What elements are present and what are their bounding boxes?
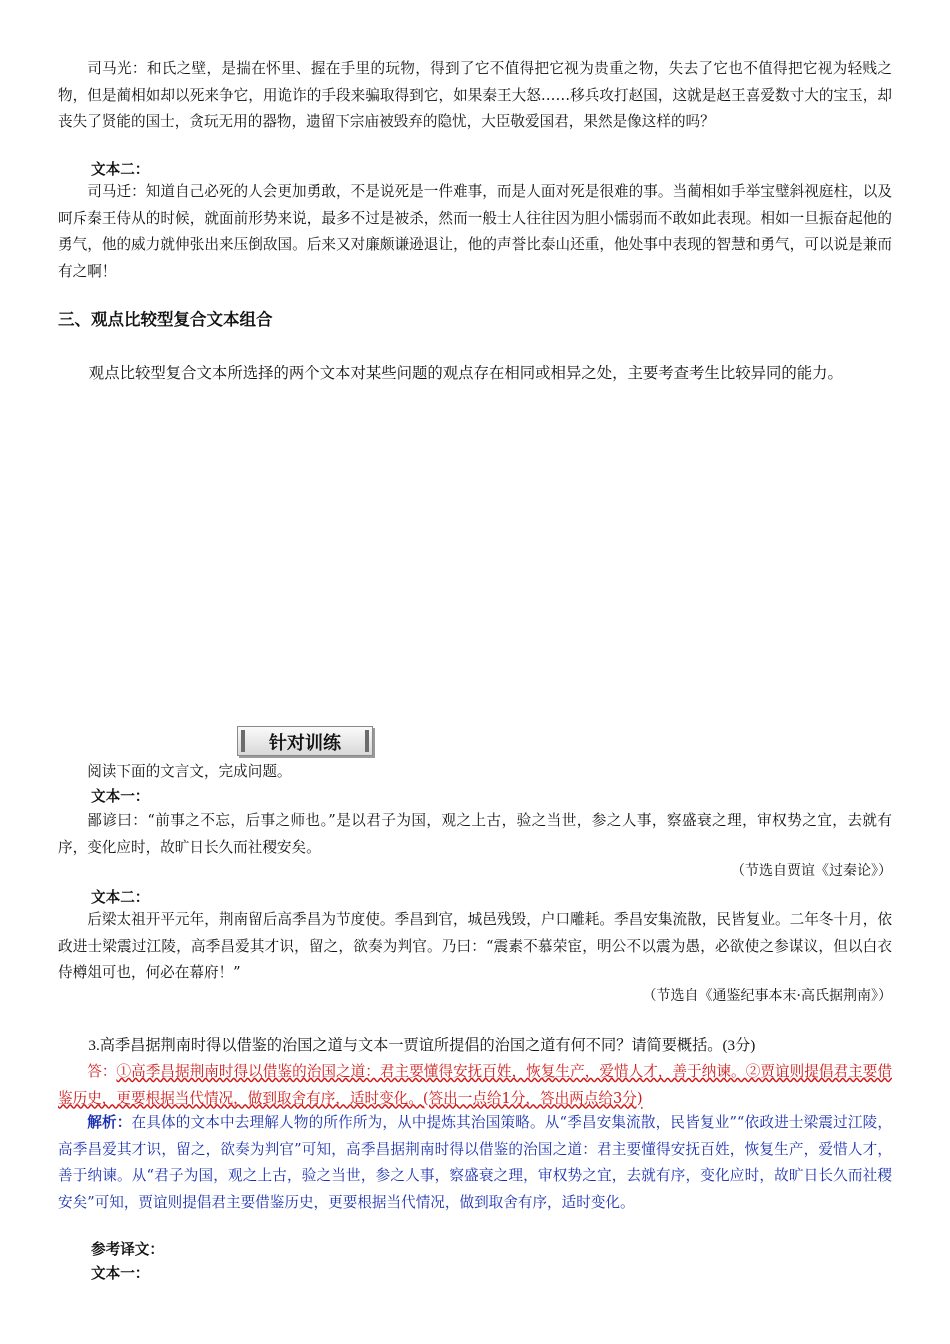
text2-label-top: 文本二： xyxy=(91,161,150,178)
analysis-block xyxy=(58,1110,892,1216)
text2-passage: 后梁太祖开平元年，荆南留后高季昌为节度使。季昌到官，城邑残毁，户口雕耗。季昌安集流散，民皆复业。二年冬十月，依政进士梁震过江陵，高季昌爱其才识，留之，欲奏为判官。乃曰：“震素不慕荣宦，明公不以震为愚，必欲使之参谋议，但以白衣侍樽俎可也，何必在幕府！” xyxy=(58,911,892,981)
question-text: 3.高季昌据荆南时得以借鉴的治国之道与文本一贾谊所提倡的治国之道有何不同？请简要概括。(3分) xyxy=(88,1037,756,1054)
text1-label: 文本一： xyxy=(91,788,150,805)
analysis-label: 解析： xyxy=(87,1114,132,1131)
training-banner xyxy=(237,726,373,756)
simaguang-paragraph: 司马光：和氏之壁，是揣在怀里、握在手里的玩物，得到了它不值得把它视为贵重之物，失去了它也不值得把它视为轻贱之物，但是蔺相如却以死来争它，用诡诈的手段来骗取得到它，如果秦王大怒……移兵攻打赵国，这就是赵王喜爱数寸大的宝玉，却丧失了贤能的国士，贪玩无用的器物，遗留下宗庙被毁弃的隐忧，大臣敬爱国君，果然是像这样的吗？ xyxy=(58,60,892,130)
section3-heading: 三、观点比较型复合文本组合 xyxy=(58,310,273,329)
answer-body: ①高季昌据荆南时得以借鉴的治国之道：君主要懂得安抚百姓，恢复生产，爱惜人才，善于纳谏。②贾谊则提倡君主要借鉴历史，更要根据当代情况，做到取舍有序，适时变化。 xyxy=(58,1063,892,1107)
translation-label: 参考译文： xyxy=(91,1241,164,1258)
translation-text1-label: 文本一： xyxy=(91,1265,150,1282)
text2-label: 文本二： xyxy=(91,889,150,906)
simaqian-paragraph: 司马迁：知道自己必死的人会更加勇敢，不是说死是一件难事，而是人面对死是很难的事。当蔺相如手举宝璧斜视庭柱，以及呵斥秦王侍从的时候，就面前形势来说，最多不过是被杀，然而一般士人往往因为胆小懦弱而不敢如此表现。相如一旦振奋起他的勇气，他的威力就伸张出来压倒敌国。后来又对廉颇谦逊退让，他的声誉比泰山还重，他处事中表现的智慧和勇气，可以说是兼而有之啊！ xyxy=(58,183,892,280)
answer-note: (答出一点给1分，答出两点给3分) xyxy=(422,1089,643,1107)
answer-block xyxy=(58,1059,892,1112)
analysis-body: 在具体的文本中去理解人物的所作所为，从中提炼其治国策略。从“季昌安集流散，民皆复业”“依政进士梁震过江陵，高季昌爱其才识，留之，欲奏为判官”可知，高季昌据荆南时得以借鉴的治国之道：君主要懂得安抚百姓，恢复生产，爱惜人才，善于纳谏。从“君子为国，观之上古，验之当世，参之人事，察盛衰之理，审权势之宜，去就有序，变化应时，故旷日长久而社稷安矣”可知，贾谊则提倡君主要借鉴历史，更要根据当代情况，做到取舍有序，适时变化。 xyxy=(58,1114,892,1211)
text1-source: （节选自贾谊《过秦论》） xyxy=(731,863,892,879)
training-banner-label: 针对训练 xyxy=(269,733,341,754)
answer-label: 答： xyxy=(87,1063,117,1080)
section3-intro: 观点比较型复合文本所选择的两个文本对某些问题的观点存在相同或相异之处，主要考查考生比较异同的能力。 xyxy=(88,364,843,382)
text2-source: （节选自《通鉴纪事本末·高氏据荆南》） xyxy=(642,988,892,1004)
text1-passage: 鄙谚曰：“前事之不忘，后事之师也。”是以君子为国，观之上古，验之当世，参之人事，察盛衰之理，审权势之宜，去就有序，变化应时，故旷日长久而社稷安矣。 xyxy=(58,812,892,856)
reading-instruction: 阅读下面的文言文，完成问题。 xyxy=(87,763,292,780)
